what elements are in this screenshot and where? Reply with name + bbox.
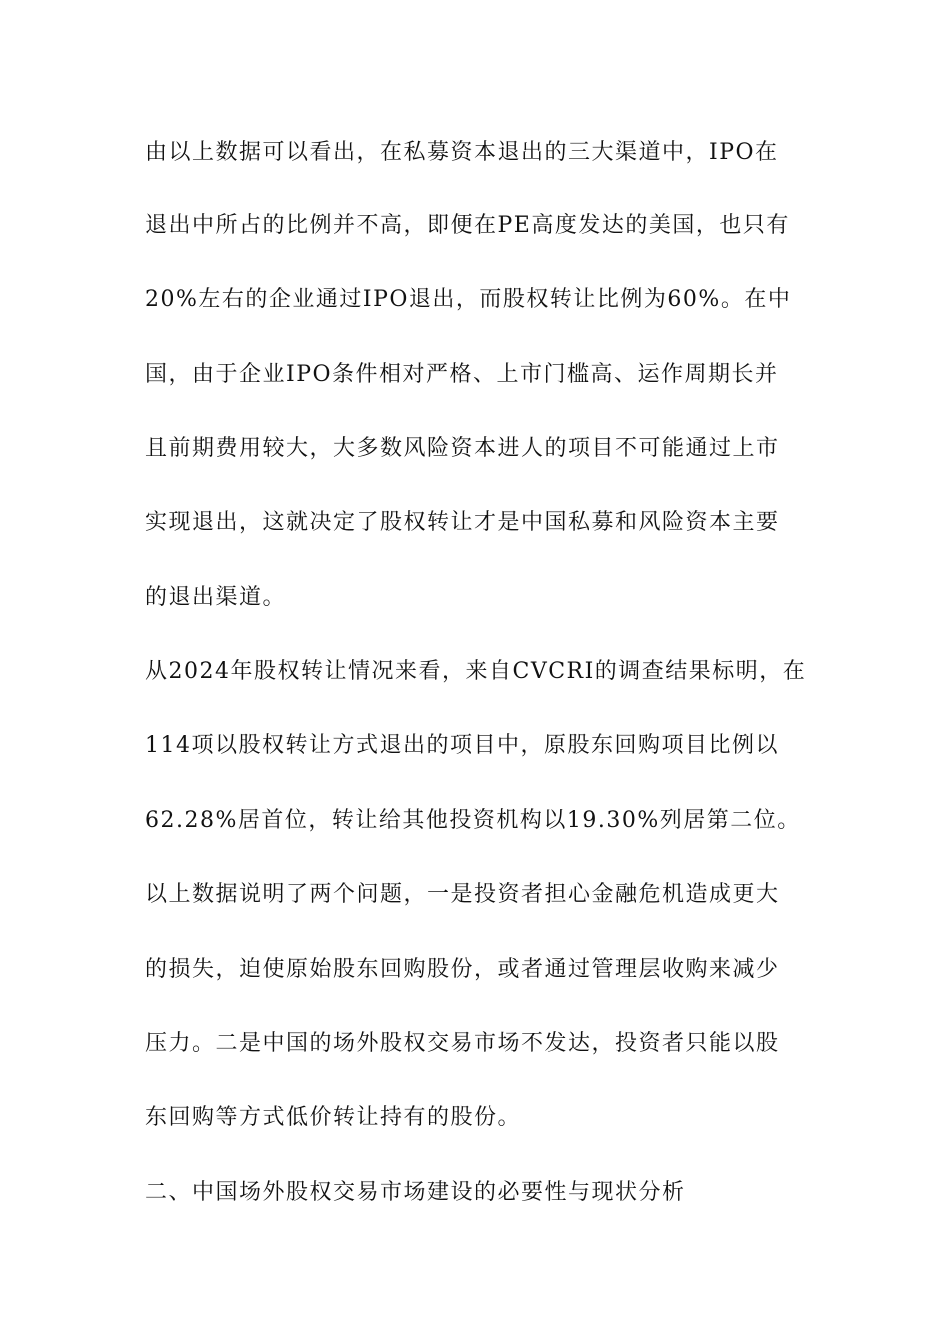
paragraph-3-line-4: 东回购等方式低价转让持有的股份。 [145,1105,522,1130]
paragraph-1-line-7: 的退出渠道。 [145,585,287,610]
paragraph-1-line-6: 实现退出，这就决定了股权转让才是中国私募和风险资本主要 [145,510,780,535]
paragraph-1-line-4: 国，由于企业IPO条件相对严格、上市门槛高、运作周期长并 [145,362,779,387]
paragraph-1-line-5: 且前期费用较大，大多数风险资本进人的项目不可能通过上市 [145,436,780,461]
paragraph-2-line-1: 从2024年股权转让情况来看，来自CVCRI的调查结果标明，在 [145,659,807,684]
section-heading: 二、中国场外股权交易市场建设的必要性与现状分析 [145,1180,686,1205]
paragraph-1-line-1: 由以上数据可以看出，在私募资本退出的三大渠道中，IPO在 [145,140,779,165]
paragraph-1-line-2: 退出中所占的比例并不高，即便在PE高度发达的美国，也只有 [145,213,790,238]
paragraph-3-line-1: 以上数据说明了两个问题，一是投资者担心金融危机造成更大 [145,882,780,907]
paragraph-2-line-2: 114项以股权转让方式退出的项目中，原股东回购项目比例以 [145,733,779,758]
paragraph-3-line-2: 的损失，迫使原始股东回购股份，或者通过管理层收购来减少 [145,957,780,982]
paragraph-2-line-3: 62.28%居首位，转让给其他投资机构以19.30%列居第二位。 [145,808,801,833]
paragraph-1-line-3: 20%左右的企业通过IPO退出，而股权转让比例为60%。在中 [145,287,792,312]
paragraph-3-line-3: 压力。二是中国的场外股权交易市场不发达，投资者只能以股 [145,1031,780,1056]
